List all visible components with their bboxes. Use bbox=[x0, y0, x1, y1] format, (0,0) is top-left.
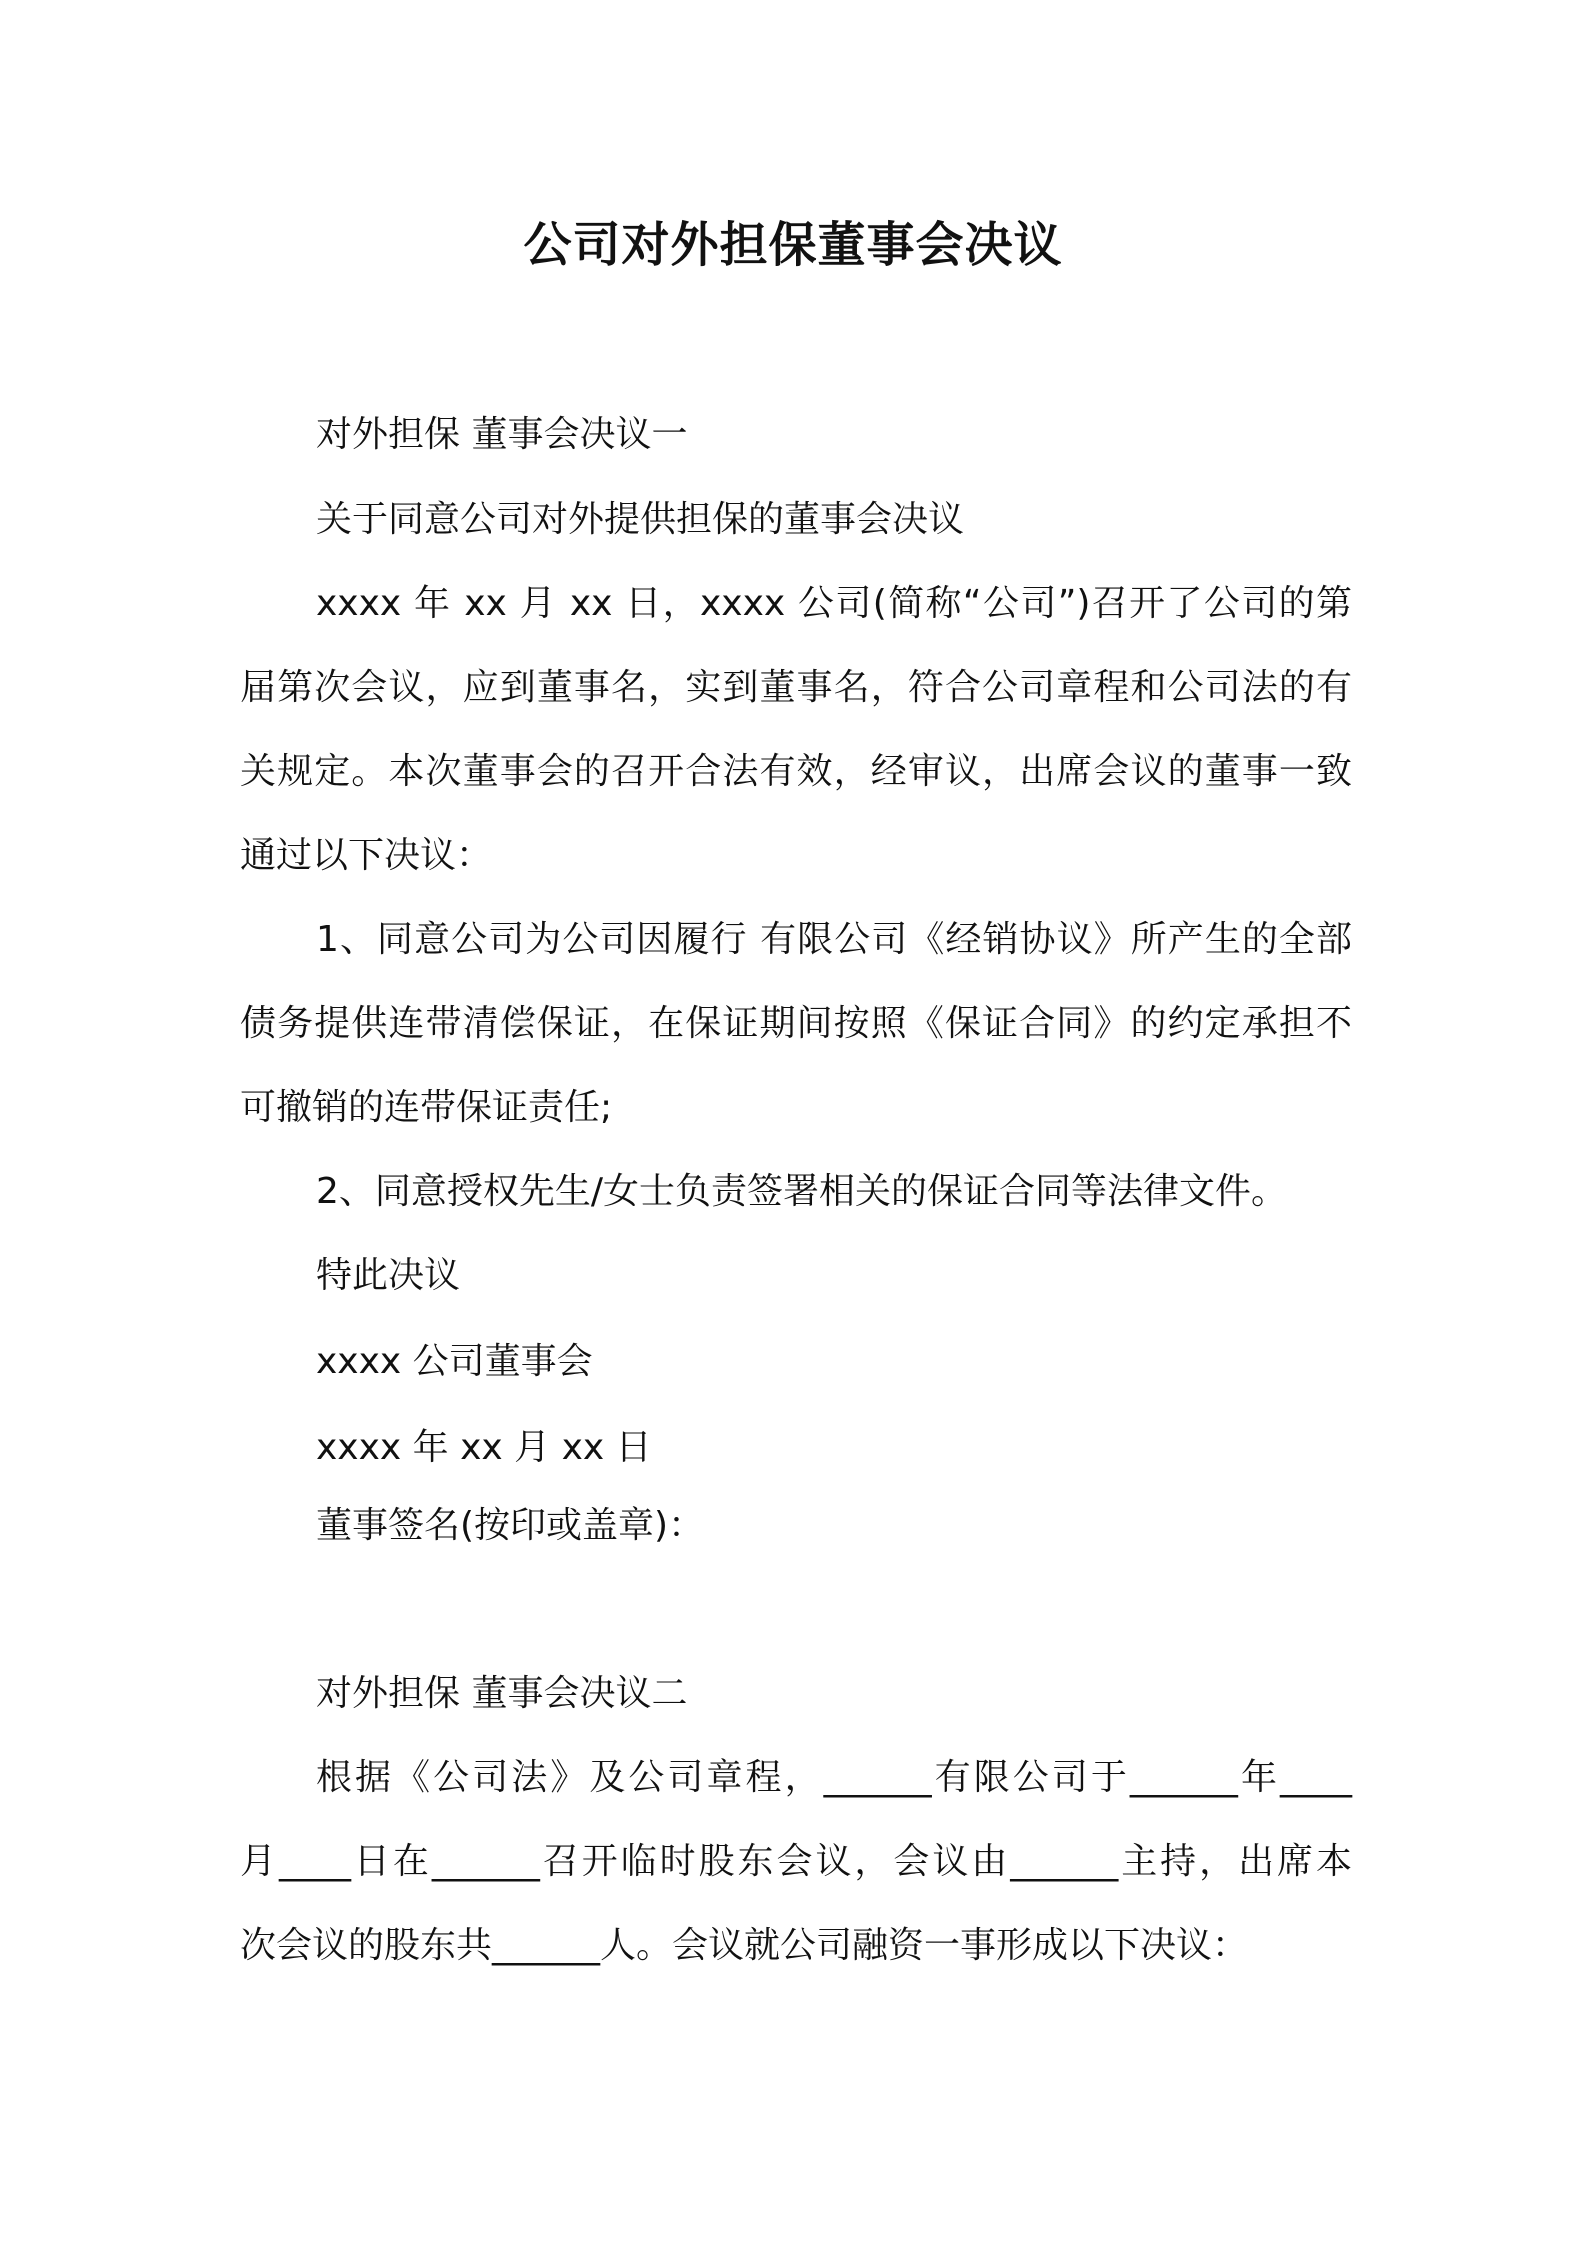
section1-closing: 特此决议 bbox=[316, 1255, 461, 1296]
section1-para1-line3: 关规定。本次董事会的召开合法有效，经审议，出席会议的董事一致 bbox=[240, 751, 1352, 792]
section1-para1-line2: 届第次会议，应到董事名，实到董事名，符合公司章程和公司法的有 bbox=[240, 667, 1352, 708]
section1-para1-line4: 通过以下决议： bbox=[240, 835, 493, 876]
section2-para1-line3: 次会议的股东共______人。会议就公司融资一事形成以下决议： bbox=[240, 1925, 1249, 1966]
section1-item1-line3: 可撤销的连带保证责任; bbox=[240, 1087, 613, 1128]
section2-para1-line2: 月____日在______召开临时股东会议，会议由______主持，出席本 bbox=[240, 1841, 1352, 1882]
section2-heading: 对外担保 董事会决议二 bbox=[316, 1673, 688, 1714]
section1-date: xxxx 年 xx 月 xx 日 bbox=[316, 1427, 652, 1468]
section1-signature-label: 董事签名(按印或盖章)： bbox=[316, 1505, 705, 1546]
section1-item2: 2、同意授权先生/女士负责签署相关的保证合同等法律文件。 bbox=[316, 1171, 1288, 1212]
section1-heading: 对外担保 董事会决议一 bbox=[316, 414, 688, 455]
document-title: 公司对外担保董事会决议 bbox=[523, 217, 1063, 273]
section2-para1-line1: 根据《公司法》及公司章程，______有限公司于______年____ bbox=[316, 1757, 1352, 1798]
section1-item1-line2: 债务提供连带清偿保证，在保证期间按照《保证合同》的约定承担不 bbox=[240, 1003, 1352, 1044]
section1-para1-line1: xxxx 年 xx 月 xx 日，xxxx 公司(简称“公司”)召开了公司的第 bbox=[316, 583, 1352, 624]
section1-signatory: xxxx 公司董事会 bbox=[316, 1341, 593, 1382]
section1-subheading: 关于同意公司对外提供担保的董事会决议 bbox=[316, 499, 965, 540]
section1-item1-line1: 1、同意公司为公司因履行 有限公司《经销协议》所产生的全部 bbox=[316, 919, 1352, 960]
